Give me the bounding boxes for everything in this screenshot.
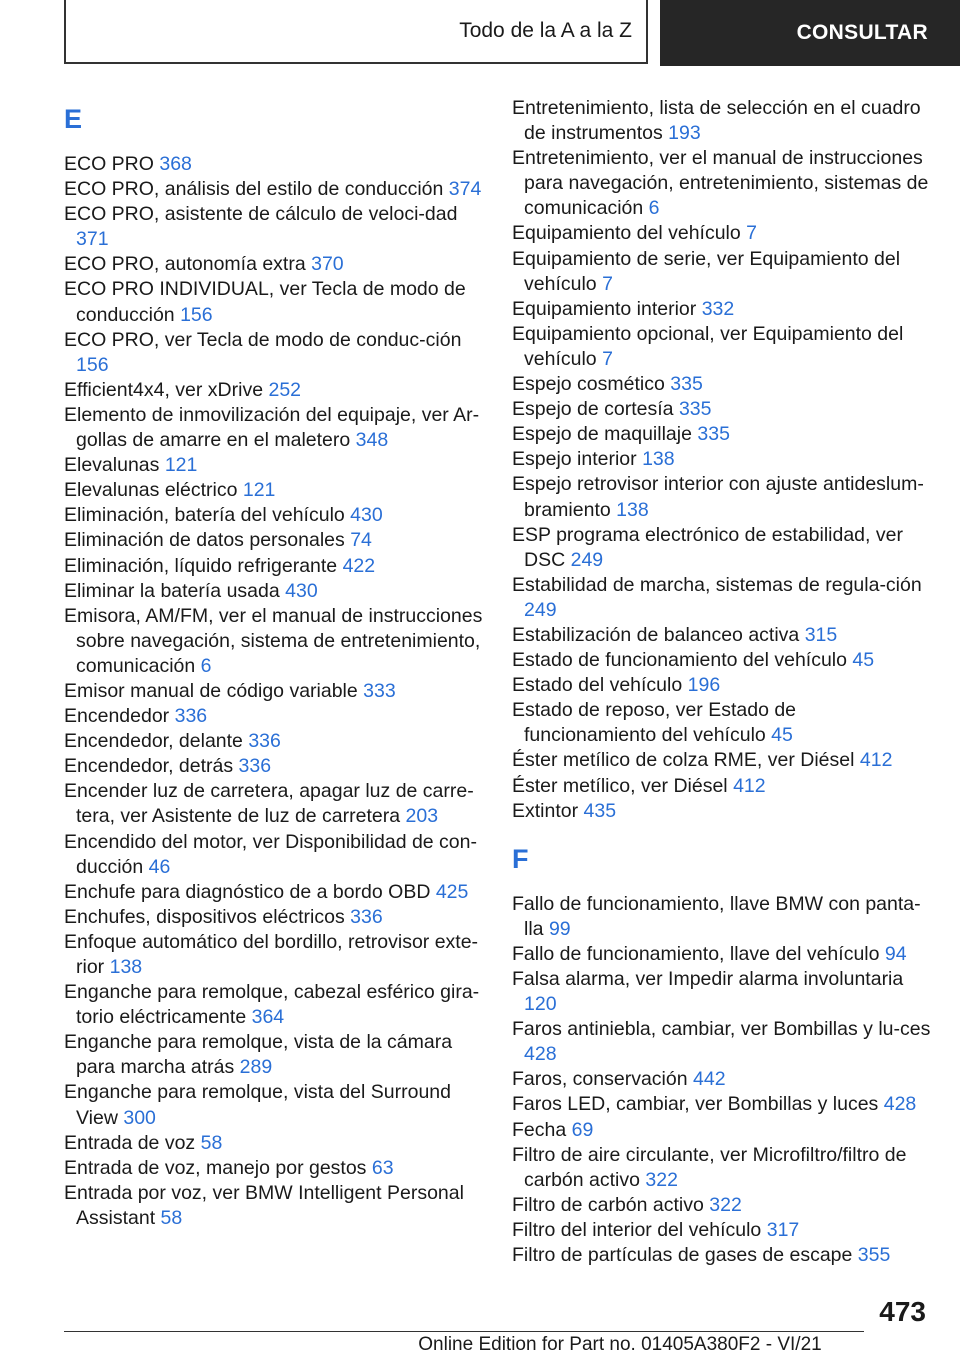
- index-entry: [512, 472, 932, 522]
- index-entry-text: Espejo de maquillaje: [512, 423, 692, 446]
- index-entry: [512, 799, 932, 824]
- page-header: [64, 0, 960, 66]
- section-label: Todo de la A a la Z: [459, 19, 632, 42]
- page-reference-link[interactable]: 7: [746, 222, 758, 245]
- page-reference-link[interactable]: 348: [355, 429, 389, 452]
- index-entry-text: Estado del vehículo: [512, 674, 683, 697]
- index-entry: [64, 930, 484, 980]
- page-reference-link[interactable]: 336: [248, 730, 281, 753]
- index-entry: [64, 905, 484, 930]
- index-entry: [512, 322, 932, 372]
- index-entry: [64, 1030, 484, 1080]
- index-entry-text: Fallo de funcionamiento, llave del vehículo: [512, 942, 880, 965]
- page-reference-link[interactable]: 63: [371, 1156, 394, 1179]
- index-letter-heading: E: [64, 104, 83, 134]
- section-tab[interactable]: [64, 0, 648, 64]
- index-entry-text: Faros LED, cambiar, ver Bombillas y luces: [512, 1093, 879, 1116]
- index-entry: [512, 1243, 932, 1268]
- page-reference-link[interactable]: 364: [251, 1006, 285, 1029]
- page-reference-link[interactable]: 58: [200, 1131, 223, 1154]
- index-entry-text: Entrada de voz: [64, 1131, 196, 1154]
- index-entry-text: Falsa alarma, ver Impedir alarma involuntaria: [512, 968, 904, 990]
- index-entry: [64, 554, 484, 579]
- index-entry-text: Encendido del motor, ver Disponibilidad de con‐ducción: [64, 830, 477, 878]
- index-entry: [64, 277, 484, 327]
- page-reference-link[interactable]: 322: [709, 1193, 742, 1216]
- index-entry: [512, 221, 932, 246]
- index-entry-text: Eliminación, líquido refrigerante: [64, 554, 338, 577]
- page-reference-link[interactable]: 335: [697, 423, 730, 446]
- index-entry-text: Enfoque automático del bordillo, retrovisor exte‐rior: [64, 930, 479, 978]
- page-reference-link[interactable]: 6: [648, 197, 660, 220]
- index-entry-text: Estabilización de balanceo activa: [512, 623, 800, 646]
- index-entry: [512, 247, 932, 297]
- footer-edition-text: Online Edition for Part no. 01405A380F2 - VI/21: [418, 1334, 822, 1355]
- index-entry-text: Enganche para remolque, vista de la cámara para marcha atrás: [64, 1031, 453, 1079]
- index-entry-text: Filtro de partículas de gases de escape: [512, 1244, 853, 1267]
- page-reference-link[interactable]: 138: [616, 498, 649, 521]
- page-number: 473: [879, 1296, 926, 1327]
- index-entry: [512, 1193, 932, 1218]
- index-entry: [512, 96, 932, 146]
- page-reference-link[interactable]: 322: [645, 1168, 678, 1191]
- index-entry: [512, 698, 932, 748]
- index-entry: [512, 447, 932, 472]
- page-reference-link[interactable]: 336: [350, 905, 383, 928]
- index-entry: [512, 748, 932, 773]
- page-reference-link[interactable]: 336: [174, 705, 208, 728]
- index-entry: [64, 1181, 484, 1231]
- index-entry: [64, 528, 484, 553]
- index-entry-text: Emisora, AM/FM, ver el manual de instrucciones sobre navegación, sistema de entretenimiento, comunicación: [64, 604, 483, 677]
- index-entry-text: Estado de reposo, ver Estado de funcionamiento del vehículo: [512, 699, 797, 747]
- index-entry-text: Espejo cosmético: [512, 373, 665, 396]
- page-reference-link[interactable]: 425: [435, 880, 469, 903]
- index-column-left: [64, 96, 484, 1231]
- index-entry-text: Éster metílico, ver Diésel: [512, 774, 728, 797]
- consultar-label: CONSULTAR: [796, 21, 928, 44]
- page-reference-link[interactable]: 58: [160, 1206, 183, 1229]
- index-entry-text: Encender luz de carretera, apagar luz de carre‐tera, ver Asistente de luz de carretera: [64, 780, 474, 828]
- index-entry: [64, 830, 484, 880]
- page-reference-link[interactable]: 412: [859, 749, 893, 772]
- index-entry-text: Éster metílico de colza RME, ver Diésel: [512, 749, 855, 772]
- page-reference-link[interactable]: 74: [350, 529, 372, 552]
- index-entry-text: Filtro de aire circulante, ver Microfiltro/filtro de carbón activo: [512, 1143, 907, 1191]
- index-entry-text: Eliminar la batería usada: [64, 579, 280, 602]
- index-entry-text: Entrada de voz, manejo por gestos: [64, 1156, 367, 1179]
- index-entry: [512, 892, 932, 942]
- page-reference-link[interactable]: 317: [766, 1218, 800, 1241]
- index-entry-text: Enganche para remolque, cabezal esférico gira‐torio eléctricamente: [64, 981, 480, 1029]
- page-reference-link[interactable]: 94: [884, 942, 907, 965]
- consultar-tab[interactable]: [660, 0, 960, 66]
- index-entry-text: Entrada por voz, ver BMW Intelligent Personal Assistant: [64, 1181, 464, 1229]
- index-entry-text: Filtro del interior del vehículo: [512, 1218, 762, 1241]
- index-entry: [64, 1080, 484, 1130]
- index-entry: [64, 880, 484, 905]
- page-reference-link[interactable]: 371: [76, 228, 109, 251]
- index-entry: [64, 503, 484, 528]
- page-reference-link[interactable]: 193: [668, 122, 701, 145]
- index-entry-text: ECO PRO: [64, 153, 154, 175]
- index-entry: [64, 202, 484, 252]
- index-entry-text: Enchufe para diagnóstico de a bordo OBD: [64, 880, 431, 903]
- index-entry-text: ECO PRO, asistente de cálculo de veloci‐dad: [64, 203, 458, 226]
- index-entry-text: ECO PRO INDIVIDUAL, ver Tecla de modo de conducción: [64, 278, 466, 326]
- page-reference-link[interactable]: 203: [405, 805, 439, 828]
- page-reference-link[interactable]: 422: [342, 554, 376, 577]
- page-reference-link[interactable]: 335: [670, 373, 703, 396]
- index-entry: [512, 967, 932, 1017]
- page-reference-link[interactable]: 442: [693, 1068, 726, 1091]
- index-entry-text: Faros antiniebla, cambiar, ver Bombillas y lu‐ces: [512, 1018, 931, 1041]
- index-entry-text: Equipamiento del vehículo: [512, 222, 741, 245]
- page-reference-link[interactable]: 45: [852, 649, 875, 672]
- page-reference-link[interactable]: 333: [363, 679, 396, 702]
- footer-divider: [64, 1331, 864, 1332]
- index-entry-text: Equipamiento interior: [512, 297, 697, 320]
- page-reference-link[interactable]: 7: [602, 272, 613, 295]
- page-reference-link[interactable]: 69: [571, 1118, 594, 1141]
- index-entry: [64, 604, 484, 679]
- index-entry: [512, 648, 932, 673]
- index-entry-text: Fallo de funcionamiento, llave BMW con panta‐lla: [512, 892, 921, 940]
- page-reference-link[interactable]: 374: [448, 178, 482, 201]
- index-entry: [512, 1143, 932, 1193]
- page-reference-link[interactable]: 335: [678, 398, 712, 421]
- page-reference-link[interactable]: 435: [583, 799, 617, 822]
- index-entry-text: Enganche para remolque, vista del Surround View: [64, 1081, 451, 1129]
- index-entry-text: Emisor manual de código variable: [64, 679, 358, 702]
- index-entry-text: ECO PRO, análisis del estilo de conducción: [64, 178, 444, 201]
- page-reference-link[interactable]: 120: [524, 993, 557, 1016]
- index-entry-text: Espejo de cortesía: [512, 398, 674, 421]
- index-entry: [64, 980, 484, 1030]
- index-entry-text: Espejo interior: [512, 448, 637, 471]
- index-entry-text: Equipamiento opcional, ver Equipamiento del vehículo: [512, 322, 904, 370]
- index-entry: [512, 297, 932, 322]
- index-entry-text: Estabilidad de marcha, sistemas de regula‐ción: [512, 573, 922, 596]
- index-entry: [64, 704, 484, 729]
- index-entry: [64, 779, 484, 829]
- index-entry: [64, 579, 484, 604]
- page-reference-link[interactable]: 252: [268, 378, 302, 401]
- index-entry-text: Elevalunas eléctrico: [64, 479, 238, 502]
- index-entry-text: Encendedor, detrás: [64, 755, 234, 778]
- page-reference-link[interactable]: 138: [109, 956, 143, 978]
- index-entry-text: ECO PRO, autonomía extra: [64, 253, 306, 276]
- index-entry-text: Eliminación, batería del vehículo: [64, 504, 345, 527]
- page-reference-link[interactable]: 370: [311, 253, 344, 276]
- index-column-right: [512, 96, 932, 1268]
- index-entry: [512, 774, 932, 799]
- page-reference-link[interactable]: 45: [771, 724, 793, 747]
- index-entry: [512, 397, 932, 422]
- page-reference-link[interactable]: 412: [733, 774, 766, 797]
- index-entry: [512, 1218, 932, 1243]
- page-reference-link[interactable]: 121: [242, 479, 276, 502]
- index-entry: [512, 422, 932, 447]
- index-entry-text: Espejo retrovisor interior con ajuste antideslum‐bramiento: [512, 473, 924, 521]
- page-reference-link[interactable]: 428: [524, 1043, 557, 1066]
- index-entry: [64, 403, 484, 453]
- index-entry: [64, 1131, 484, 1156]
- page-reference-link[interactable]: 315: [804, 623, 838, 646]
- index-entry: [64, 177, 484, 202]
- index-entry: [64, 453, 484, 478]
- page-reference-link[interactable]: 249: [570, 548, 604, 571]
- index-entry: [512, 623, 932, 648]
- page-reference-link[interactable]: 428: [883, 1093, 917, 1116]
- page-reference-link[interactable]: 430: [350, 504, 383, 527]
- page-reference-link[interactable]: 355: [857, 1244, 891, 1267]
- index-entry: [512, 1092, 932, 1117]
- index-entry: [512, 942, 932, 967]
- page-reference-link[interactable]: 289: [239, 1056, 273, 1079]
- index-entry: [64, 1156, 484, 1181]
- index-entry-text: Extintor: [512, 799, 579, 822]
- index-entry: [512, 1067, 932, 1092]
- index-entry-text: Equipamiento de serie, ver Equipamiento del vehículo: [512, 247, 901, 295]
- index-entry-text: Fecha: [512, 1118, 567, 1141]
- page-reference-link[interactable]: 368: [159, 153, 192, 175]
- index-entry: [512, 673, 932, 698]
- index-entry-text: Encendedor, delante: [64, 730, 243, 753]
- index-entry: [512, 146, 932, 221]
- page-reference-link[interactable]: 332: [701, 297, 735, 320]
- index-entry: [64, 754, 484, 779]
- index-entry: [64, 478, 484, 503]
- page-reference-link[interactable]: 121: [164, 454, 198, 477]
- index-entry-text: Elevalunas: [64, 454, 160, 477]
- page-reference-link[interactable]: 300: [123, 1106, 156, 1129]
- page-reference-link[interactable]: 156: [76, 353, 109, 376]
- index-entry: [512, 1118, 932, 1143]
- index-entry-text: Efficient4x4, ver xDrive: [64, 378, 264, 401]
- index-entry: [512, 523, 932, 573]
- index-entry: [64, 152, 484, 177]
- index-entry: [512, 1017, 932, 1067]
- page-reference-link[interactable]: 46: [148, 855, 171, 878]
- page-reference-link[interactable]: 430: [285, 579, 318, 602]
- index-entry: [64, 378, 484, 403]
- index-entry: [64, 328, 484, 378]
- page-reference-link[interactable]: 99: [548, 917, 571, 940]
- index-entry: [512, 372, 932, 397]
- index-entry: [64, 252, 484, 277]
- index-entry: [64, 679, 484, 704]
- index-entry-text: Eliminación de datos personales: [64, 529, 345, 552]
- page-reference-link[interactable]: 7: [602, 347, 613, 370]
- index-entry-text: ESP programa electrónico de estabilidad, ver DSC: [512, 523, 903, 571]
- page-reference-link[interactable]: 6: [200, 654, 212, 677]
- index-entry: [512, 573, 932, 623]
- page-reference-link[interactable]: 196: [687, 674, 721, 697]
- index-entry-text: Entretenimiento, lista de selección en el cuadro de instrumentos: [512, 97, 921, 145]
- index-letter-heading: F: [512, 843, 529, 874]
- page-reference-link[interactable]: 249: [524, 598, 557, 621]
- index-entry-text: Filtro de carbón activo: [512, 1193, 704, 1216]
- page-reference-link[interactable]: 156: [180, 303, 213, 326]
- index-entry-text: Estado de funcionamiento del vehículo: [512, 649, 847, 672]
- index-entry-text: ECO PRO, ver Tecla de modo de conduc‐ción: [64, 328, 462, 351]
- index-entry: [64, 729, 484, 754]
- index-entry-text: Encendedor: [64, 705, 170, 728]
- index-entry-text: Faros, conservación: [512, 1068, 688, 1091]
- index-entry-text: Enchufes, dispositivos eléctricos: [64, 905, 345, 928]
- index-entry-text: Entretenimiento, ver el manual de instrucciones para navegación, entretenimiento, sistemas de comunicación: [512, 147, 929, 220]
- index-entry-text: Elemento de inmovilización del equipaje, ver Ar‐gollas de amarre en el maletero: [64, 403, 480, 452]
- page-reference-link[interactable]: 138: [642, 448, 675, 471]
- page-reference-link[interactable]: 336: [238, 755, 272, 778]
